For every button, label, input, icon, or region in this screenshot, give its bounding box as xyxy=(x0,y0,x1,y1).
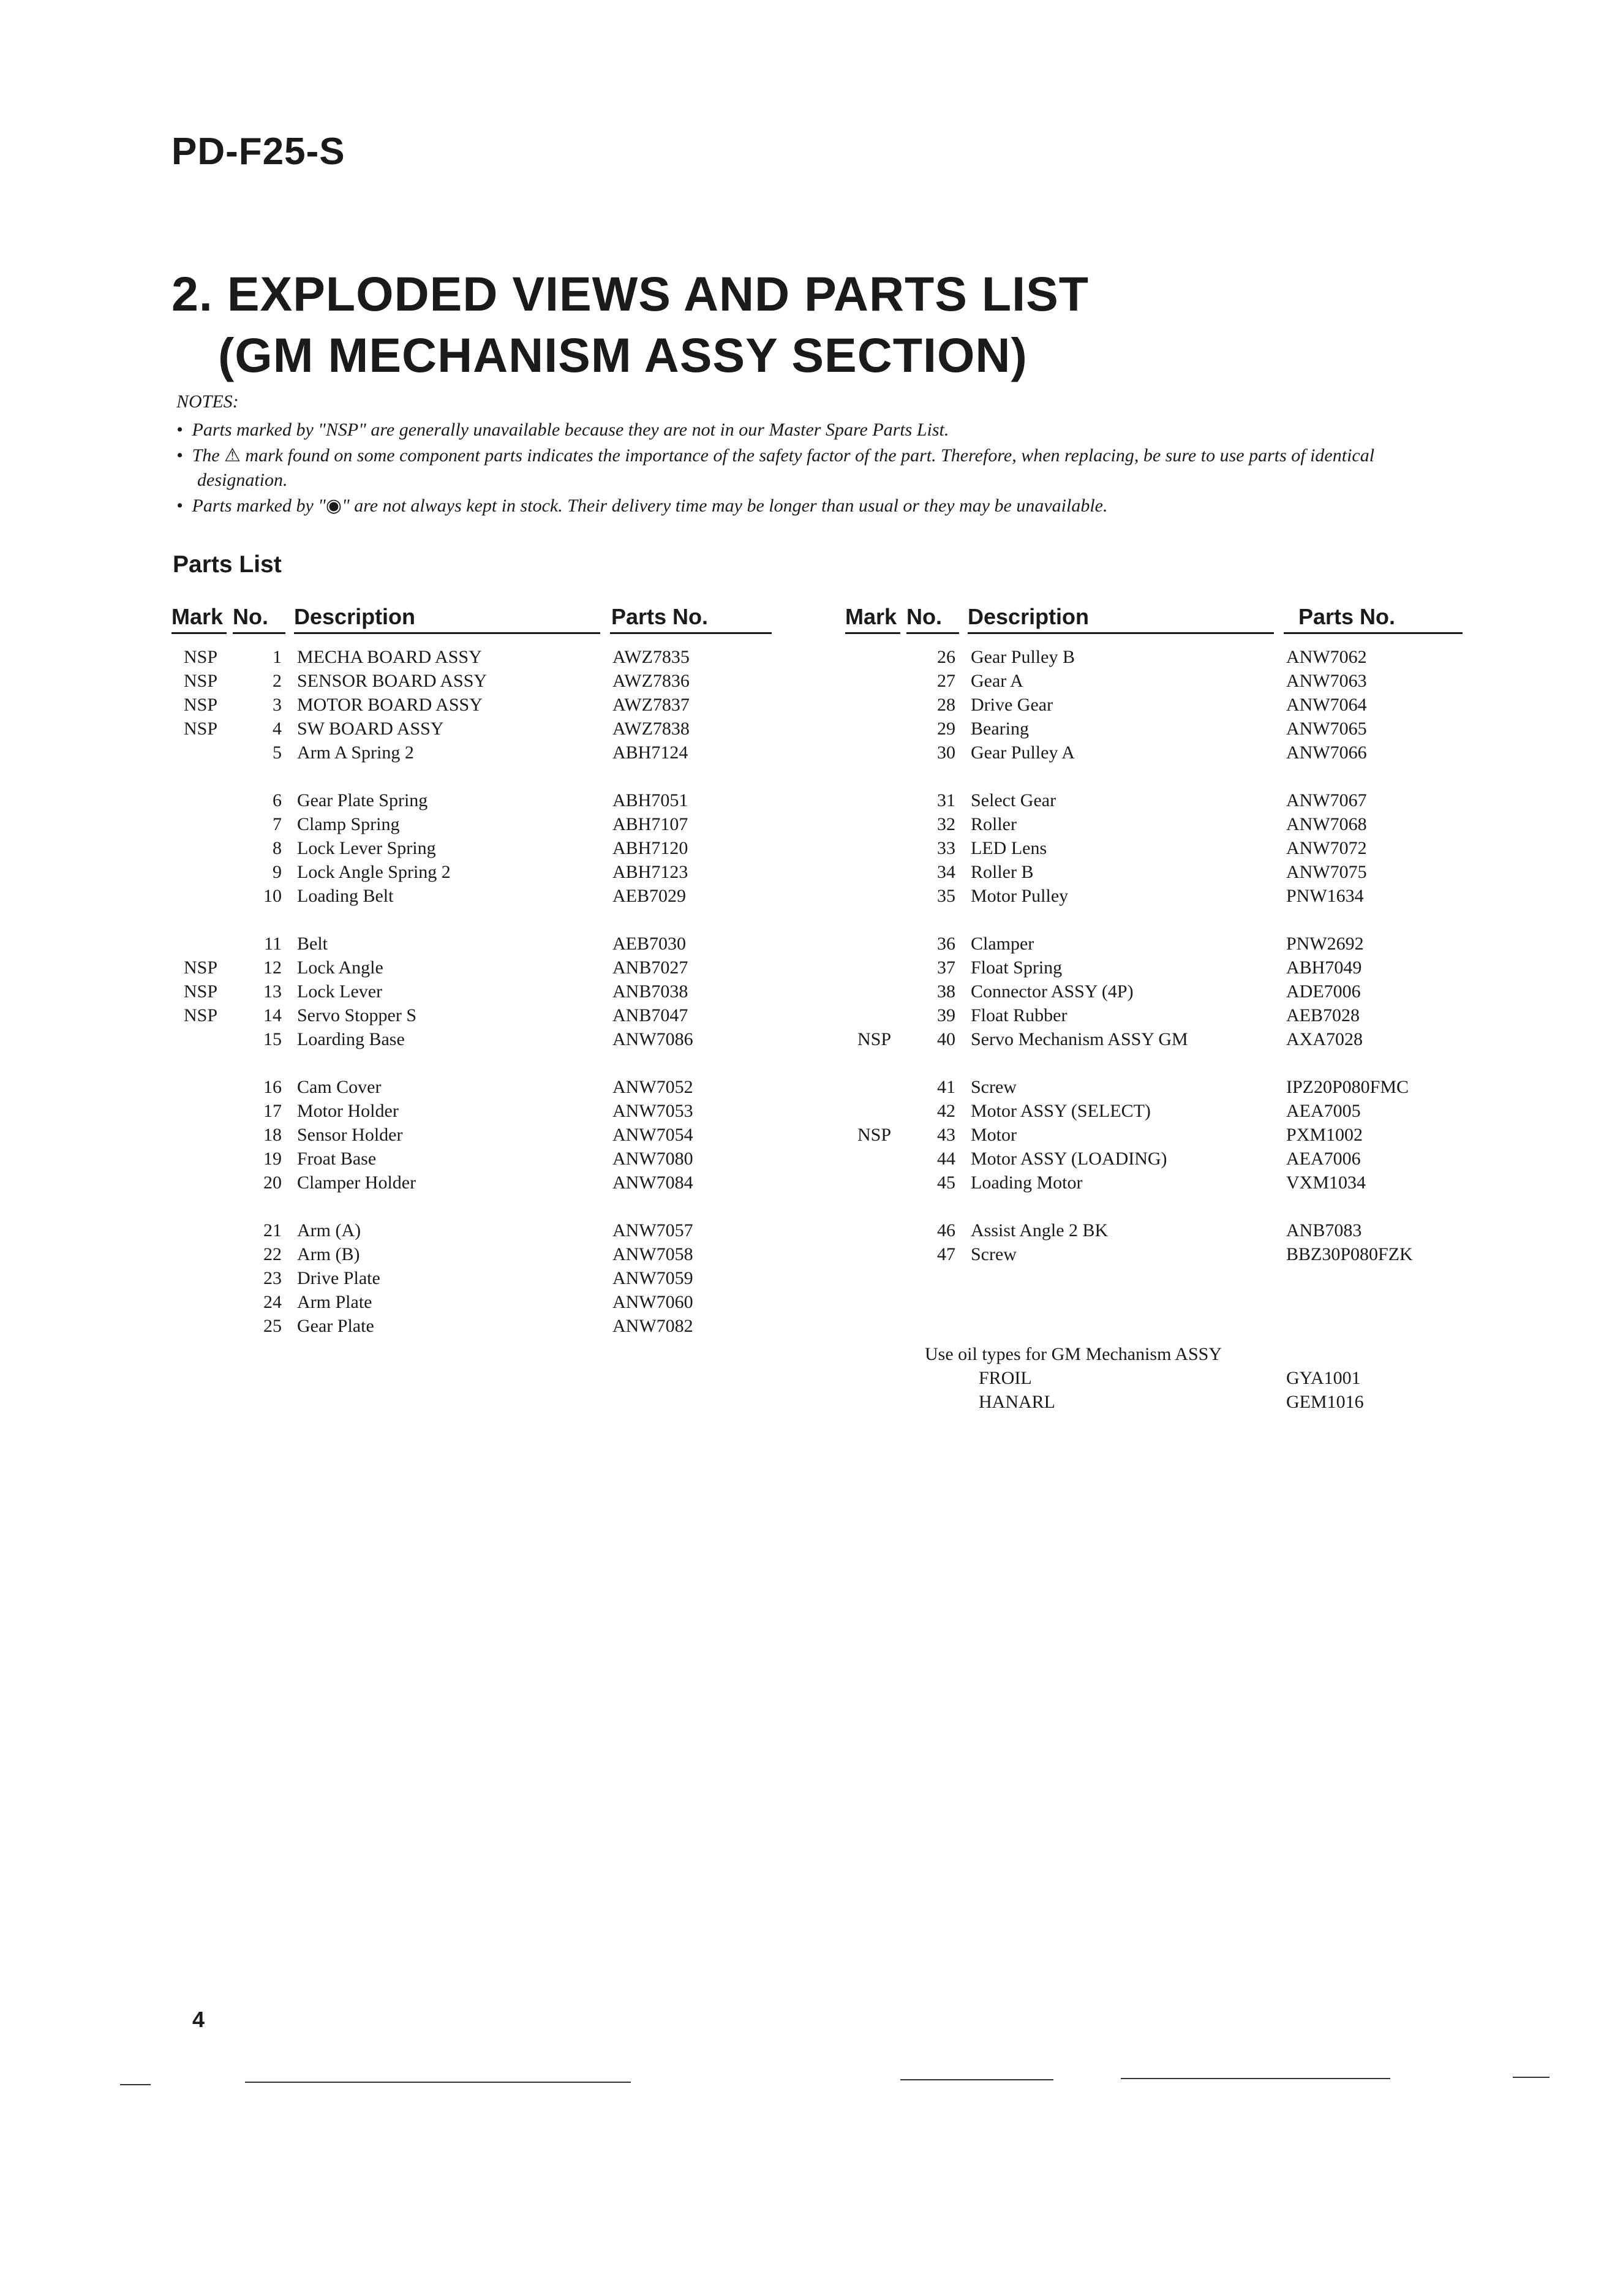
table-row xyxy=(845,1029,1464,1053)
row-description: Clamper Holder xyxy=(297,1173,416,1193)
table-row xyxy=(845,814,1464,838)
row-description: Lock Angle Spring 2 xyxy=(297,862,451,882)
table-row xyxy=(845,719,1464,742)
row-number: 18 xyxy=(263,1125,282,1145)
row-number: 41 xyxy=(937,1077,955,1097)
row-number: 35 xyxy=(937,886,955,906)
row-description: Roller xyxy=(971,814,1017,834)
note-item-safety: • The ⚠ mark found on some component parts indicates the importance of the safety factor of the part. Therefore, when replacing, be sure to use parts of identical designation. xyxy=(176,445,1375,490)
note-text: Parts marked by " xyxy=(192,496,326,516)
row-parts-no: ANW7054 xyxy=(612,1125,693,1145)
row-parts-no: ANW7052 xyxy=(612,1077,693,1097)
table-row xyxy=(171,647,778,671)
row-parts-no: ABH7123 xyxy=(612,862,688,882)
footer-rule xyxy=(245,2082,631,2083)
table-row xyxy=(845,695,1464,719)
row-number: 13 xyxy=(263,981,282,1002)
table-row xyxy=(171,1077,778,1101)
row-parts-no: ANW7060 xyxy=(612,1292,693,1312)
table-row xyxy=(171,790,778,814)
row-description: Loarding Base xyxy=(297,1029,405,1049)
oil-part-no: GYA1001 xyxy=(1286,1368,1361,1388)
row-description: Clamper xyxy=(971,934,1034,954)
row-parts-no: ANB7047 xyxy=(612,1005,688,1025)
table-row xyxy=(171,1005,778,1029)
row-description: Gear Plate Spring xyxy=(297,790,428,810)
row-number: 16 xyxy=(263,1077,282,1097)
parts-rows-left xyxy=(171,647,778,1340)
underline xyxy=(233,632,285,634)
row-number: 8 xyxy=(273,838,282,858)
table-row xyxy=(171,1268,778,1292)
row-description: Motor ASSY (SELECT) xyxy=(971,1101,1151,1121)
row-number: 38 xyxy=(937,981,955,1002)
row-description: Float Rubber xyxy=(971,1005,1068,1025)
table-row xyxy=(845,886,1464,910)
row-description: SW BOARD ASSY xyxy=(297,719,444,739)
warning-triangle-icon: ⚠ xyxy=(224,445,241,466)
table-row xyxy=(845,862,1464,886)
row-number: 1 xyxy=(273,647,282,667)
table-row xyxy=(171,742,778,766)
row-description: SENSOR BOARD ASSY xyxy=(297,671,488,691)
header-parts-no: Parts No. xyxy=(1298,604,1396,629)
stock-mark-icon: ◉ xyxy=(325,495,342,516)
row-description: Froat Base xyxy=(297,1149,377,1169)
row-number: 37 xyxy=(937,957,955,978)
row-description: Sensor Holder xyxy=(297,1125,403,1145)
row-number: 17 xyxy=(263,1101,282,1121)
oil-name: FROIL xyxy=(979,1368,1032,1388)
table-row xyxy=(171,695,778,719)
table-row xyxy=(171,1292,778,1316)
row-mark: NSP xyxy=(184,981,218,1002)
row-description: Loading Belt xyxy=(297,886,394,906)
row-mark: NSP xyxy=(184,647,218,667)
header-description: Description xyxy=(294,604,416,629)
row-description: Belt xyxy=(297,934,328,954)
row-number: 26 xyxy=(937,647,955,667)
row-parts-no: ANB7038 xyxy=(612,981,688,1002)
row-parts-no: ANW7084 xyxy=(612,1173,693,1193)
row-mark: NSP xyxy=(184,671,218,691)
row-description: Clamp Spring xyxy=(297,814,400,834)
row-parts-no: IPZ20P080FMC xyxy=(1286,1077,1409,1097)
table-row xyxy=(171,886,778,910)
row-description: Gear Plate xyxy=(297,1316,374,1336)
table-row xyxy=(171,1173,778,1196)
row-number: 20 xyxy=(263,1173,282,1193)
footer-rule xyxy=(1121,2078,1390,2079)
row-description: Motor Pulley xyxy=(971,886,1069,906)
row-number: 40 xyxy=(937,1029,955,1049)
row-description: Connector ASSY (4P) xyxy=(971,981,1134,1002)
footer-rule xyxy=(1513,2077,1550,2078)
row-description: Gear A xyxy=(971,671,1023,691)
note-text: The xyxy=(192,445,220,466)
oil-part-no: GEM1016 xyxy=(1286,1392,1364,1412)
row-mark: NSP xyxy=(184,957,218,978)
section-title-line-1: 2. EXPLODED VIEWS AND PARTS LIST xyxy=(171,266,1090,321)
row-number: 19 xyxy=(263,1149,282,1169)
model-number: PD-F25-S xyxy=(171,130,345,173)
table-row xyxy=(171,838,778,862)
row-number: 10 xyxy=(263,886,282,906)
row-parts-no: AWZ7838 xyxy=(612,719,690,739)
row-parts-no: ABH7107 xyxy=(612,814,688,834)
row-number: 45 xyxy=(937,1173,955,1193)
row-parts-no: ANW7057 xyxy=(612,1220,693,1241)
row-number: 25 xyxy=(263,1316,282,1336)
note-text: Parts marked by "NSP" are generally unavailable because they are not in our Master Spare Parts List. xyxy=(192,420,949,440)
row-parts-no: ANW7064 xyxy=(1286,695,1367,715)
row-description: Cam Cover xyxy=(297,1077,382,1097)
row-parts-no: ANW7065 xyxy=(1286,719,1367,739)
oil-heading: Use oil types for GM Mechanism ASSY xyxy=(925,1344,1222,1364)
table-row xyxy=(845,1149,1464,1173)
table-row xyxy=(845,1125,1464,1149)
table-row xyxy=(845,1173,1464,1196)
note-text: mark found on some component parts indicates the importance of the safety factor of the part. Therefore, when replacing, be sure to use parts of identical designation. xyxy=(197,445,1375,490)
table-row xyxy=(845,742,1464,766)
row-parts-no: BBZ30P080FZK xyxy=(1286,1244,1413,1264)
row-parts-no: ANW7067 xyxy=(1286,790,1367,810)
row-number: 12 xyxy=(263,957,282,978)
row-number: 32 xyxy=(937,814,955,834)
row-mark: NSP xyxy=(184,695,218,715)
row-description: MECHA BOARD ASSY xyxy=(297,647,482,667)
table-row xyxy=(171,1220,778,1244)
row-description: Float Spring xyxy=(971,957,1063,978)
row-description: Arm (A) xyxy=(297,1220,361,1241)
row-mark: NSP xyxy=(184,719,218,739)
row-description: Drive Gear xyxy=(971,695,1053,715)
row-number: 42 xyxy=(937,1101,955,1121)
row-description: MOTOR BOARD ASSY xyxy=(297,695,483,715)
page-number: 4 xyxy=(192,2007,205,2032)
row-parts-no: ANW7082 xyxy=(612,1316,693,1336)
row-description: Lock Angle xyxy=(297,957,383,978)
header-no: No. xyxy=(906,604,942,629)
row-parts-no: AXA7028 xyxy=(1286,1029,1363,1049)
row-mark: NSP xyxy=(857,1029,892,1049)
row-parts-no: ANW7066 xyxy=(1286,742,1367,763)
table-row xyxy=(171,934,778,957)
underline xyxy=(294,632,600,634)
table-header xyxy=(171,604,778,633)
header-no: No. xyxy=(233,604,268,629)
parts-column-left xyxy=(171,604,778,1340)
row-parts-no: AEB7028 xyxy=(1286,1005,1360,1025)
table-row xyxy=(845,981,1464,1005)
table-header xyxy=(845,604,1464,633)
row-description: Loading Motor xyxy=(971,1173,1083,1193)
footer-rule xyxy=(120,2084,151,2085)
row-parts-no: ANW7059 xyxy=(612,1268,693,1288)
parts-list-heading: Parts List xyxy=(173,551,282,578)
table-row xyxy=(845,1244,1464,1268)
table-row xyxy=(845,671,1464,695)
notes-block xyxy=(176,390,1469,518)
table-row xyxy=(171,814,778,838)
table-row xyxy=(171,957,778,981)
table-row xyxy=(171,719,778,742)
row-number: 24 xyxy=(263,1292,282,1312)
row-description: Gear Pulley B xyxy=(971,647,1075,667)
table-row xyxy=(171,1244,778,1268)
row-parts-no: ANB7027 xyxy=(612,957,688,978)
table-row xyxy=(845,1220,1464,1244)
row-number: 46 xyxy=(937,1220,955,1241)
row-description: Arm A Spring 2 xyxy=(297,742,414,763)
header-mark: Mark xyxy=(845,604,897,629)
row-number: 28 xyxy=(937,695,955,715)
notes-heading: NOTES: xyxy=(176,391,239,412)
table-row xyxy=(845,790,1464,814)
table-row xyxy=(845,647,1464,671)
underline xyxy=(845,632,900,634)
underline xyxy=(906,632,959,634)
table-row xyxy=(845,1005,1464,1029)
note-item-stock: • Parts marked by "◉" are not always kept in stock. Their delivery time may be longer than usual or they may be unavailable. xyxy=(176,495,1108,516)
header-parts-no: Parts No. xyxy=(611,604,709,629)
row-parts-no: ANW7080 xyxy=(612,1149,693,1169)
row-number: 36 xyxy=(937,934,955,954)
note-item-nsp: • Parts marked by "NSP" are generally unavailable because they are not in our Master Spare Parts List. xyxy=(176,420,949,440)
row-parts-no: PXM1002 xyxy=(1286,1125,1363,1145)
table-row xyxy=(845,934,1464,957)
row-parts-no: ANW7072 xyxy=(1286,838,1367,858)
table-row xyxy=(845,1077,1464,1101)
table-row xyxy=(171,862,778,886)
row-number: 33 xyxy=(937,838,955,858)
row-number: 23 xyxy=(263,1268,282,1288)
row-description: Roller B xyxy=(971,862,1034,882)
row-number: 22 xyxy=(263,1244,282,1264)
underline xyxy=(1284,632,1463,634)
row-number: 14 xyxy=(263,1005,282,1025)
section-title-line-2: (GM MECHANISM ASSY SECTION) xyxy=(218,328,1028,382)
row-description: Servo Stopper S xyxy=(297,1005,416,1025)
underline xyxy=(171,632,227,634)
row-number: 7 xyxy=(273,814,282,834)
row-description: Arm (B) xyxy=(297,1244,360,1264)
table-row xyxy=(171,1316,778,1340)
row-number: 34 xyxy=(937,862,955,882)
row-number: 2 xyxy=(273,671,282,691)
table-row xyxy=(171,1101,778,1125)
oil-name: HANARL xyxy=(979,1392,1055,1412)
row-mark: NSP xyxy=(857,1125,892,1145)
row-number: 9 xyxy=(273,862,282,882)
row-number: 6 xyxy=(273,790,282,810)
row-parts-no: ABH7049 xyxy=(1286,957,1362,978)
row-description: Motor xyxy=(971,1125,1017,1145)
row-number: 47 xyxy=(937,1244,955,1264)
row-parts-no: ANW7086 xyxy=(612,1029,693,1049)
row-description: Gear Pulley A xyxy=(971,742,1075,763)
row-parts-no: AWZ7835 xyxy=(612,647,690,667)
row-number: 21 xyxy=(263,1220,282,1241)
table-row xyxy=(171,1029,778,1053)
note-text: " are not always kept in stock. Their delivery time may be longer than usual or they may be unavailable. xyxy=(342,496,1108,516)
row-parts-no: ADE7006 xyxy=(1286,981,1361,1002)
row-parts-no: ANW7063 xyxy=(1286,671,1367,691)
row-number: 31 xyxy=(937,790,955,810)
row-parts-no: ANW7062 xyxy=(1286,647,1367,667)
header-description: Description xyxy=(968,604,1090,629)
row-description: Screw xyxy=(971,1077,1017,1097)
row-parts-no: ANB7083 xyxy=(1286,1220,1362,1241)
row-description: Servo Mechanism ASSY GM xyxy=(971,1029,1188,1049)
row-description: Lock Lever Spring xyxy=(297,838,436,858)
table-row xyxy=(845,957,1464,981)
footer-rule xyxy=(900,2079,1053,2080)
row-number: 5 xyxy=(273,742,282,763)
row-parts-no: AEA7005 xyxy=(1286,1101,1361,1121)
underline xyxy=(610,632,772,634)
row-description: Drive Plate xyxy=(297,1268,380,1288)
row-description: Motor Holder xyxy=(297,1101,399,1121)
row-parts-no: AEB7030 xyxy=(612,934,686,954)
table-row xyxy=(845,838,1464,862)
row-parts-no: VXM1034 xyxy=(1286,1173,1366,1193)
row-description: Lock Lever xyxy=(297,981,383,1002)
row-number: 30 xyxy=(937,742,955,763)
parts-rows-right xyxy=(845,647,1464,1268)
row-description: Assist Angle 2 BK xyxy=(971,1220,1109,1241)
table-row xyxy=(171,671,778,695)
row-parts-no: ANW7068 xyxy=(1286,814,1367,834)
row-parts-no: PNW1634 xyxy=(1286,886,1364,906)
row-number: 43 xyxy=(937,1125,955,1145)
row-number: 39 xyxy=(937,1005,955,1025)
row-parts-no: AEB7029 xyxy=(612,886,686,906)
row-number: 44 xyxy=(937,1149,955,1169)
row-parts-no: ABH7124 xyxy=(612,742,688,763)
table-row xyxy=(171,981,778,1005)
row-number: 29 xyxy=(937,719,955,739)
row-parts-no: PNW2692 xyxy=(1286,934,1364,954)
row-parts-no: AWZ7836 xyxy=(612,671,690,691)
row-number: 15 xyxy=(263,1029,282,1049)
row-parts-no: AEA7006 xyxy=(1286,1149,1361,1169)
section-title xyxy=(171,263,1089,386)
row-description: Select Gear xyxy=(971,790,1056,810)
row-description: Bearing xyxy=(971,719,1029,739)
row-parts-no: ANW7053 xyxy=(612,1101,693,1121)
parts-column-right xyxy=(845,604,1464,1268)
row-parts-no: ANW7058 xyxy=(612,1244,693,1264)
row-mark: NSP xyxy=(184,1005,218,1025)
row-number: 11 xyxy=(264,934,282,954)
row-number: 27 xyxy=(937,671,955,691)
row-number: 4 xyxy=(273,719,282,739)
table-row xyxy=(171,1149,778,1173)
row-number: 3 xyxy=(273,695,282,715)
header-mark: Mark xyxy=(171,604,224,629)
row-parts-no: ABH7051 xyxy=(612,790,688,810)
underline xyxy=(968,632,1274,634)
table-row xyxy=(171,1125,778,1149)
row-parts-no: AWZ7837 xyxy=(612,695,690,715)
row-description: Screw xyxy=(971,1244,1017,1264)
row-description: LED Lens xyxy=(971,838,1047,858)
table-row xyxy=(845,1101,1464,1125)
row-parts-no: ANW7075 xyxy=(1286,862,1367,882)
row-description: Motor ASSY (LOADING) xyxy=(971,1149,1167,1169)
row-parts-no: ABH7120 xyxy=(612,838,688,858)
row-description: Arm Plate xyxy=(297,1292,372,1312)
